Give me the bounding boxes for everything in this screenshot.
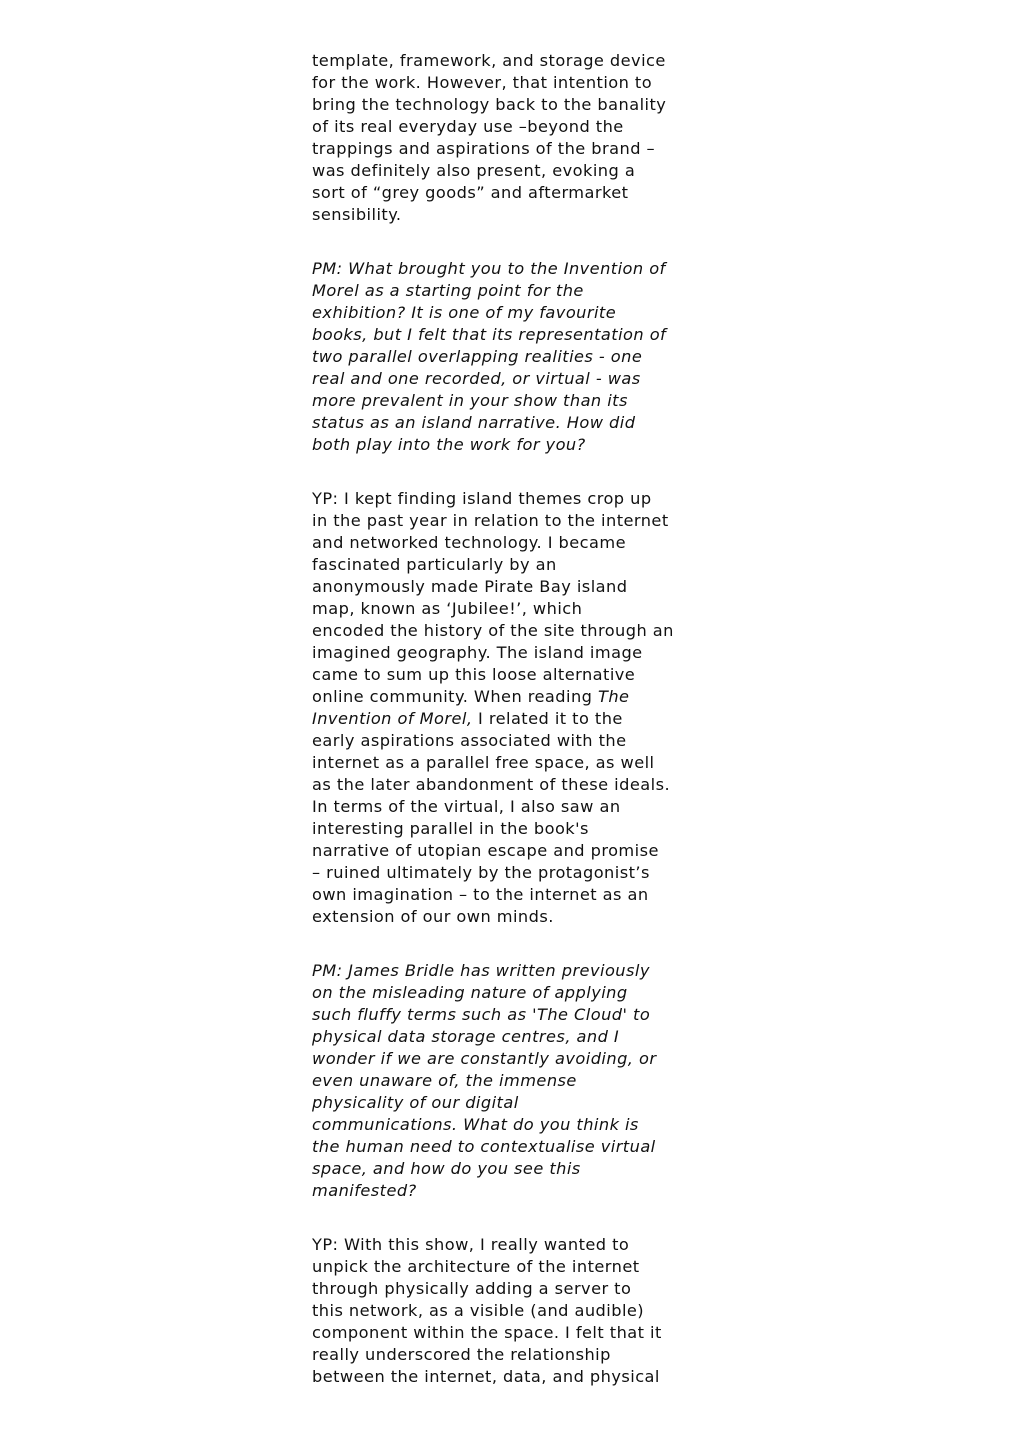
text-line: real and one recorded, or virtual - was: [312, 369, 641, 388]
text-line: communications. What do you think is: [312, 1115, 639, 1134]
text-line: for the work. However, that intention to: [312, 73, 653, 92]
text-line: early aspirations associated with the: [312, 731, 627, 750]
text-line: of its real everyday use –beyond the: [312, 117, 624, 136]
text-line: bring the technology back to the banality: [312, 95, 667, 114]
text-line: was definitely also present, evoking a: [312, 161, 636, 180]
text-line: as the later abandonment of these ideals.: [312, 775, 671, 794]
text-line: such fluffy terms such as 'The Cloud' to: [312, 1005, 651, 1024]
text-line: on the misleading nature of applying: [312, 983, 628, 1002]
text-line: exhibition? It is one of my favourite: [312, 303, 617, 322]
text-line: YP: With this show, I really wanted to: [312, 1235, 630, 1254]
text-line: fascinated particularly by an: [312, 555, 557, 574]
text-line: In terms of the virtual, I also saw an: [312, 797, 621, 816]
text-line: both play into the work for you?: [312, 435, 586, 454]
text-fragment: online community. When reading: [312, 687, 598, 706]
question-paragraph: [312, 258, 712, 456]
text-line: Morel as a starting point for the: [312, 281, 584, 300]
text-line: interesting parallel in the book's: [312, 819, 589, 838]
text-line: and networked technology. I became: [312, 533, 627, 552]
text-line: [312, 708, 712, 730]
text-line: unpick the architecture of the internet: [312, 1257, 640, 1276]
text-line: template, framework, and storage device: [312, 51, 666, 70]
text-line: space, and how do you see this: [312, 1159, 581, 1178]
book-title-fragment: The: [598, 687, 630, 706]
text-line: PM: What brought you to the Invention of: [312, 259, 666, 278]
text-line: came to sum up this loose alternative: [312, 665, 636, 684]
text-line: status as an island narrative. How did: [312, 413, 636, 432]
text-line: anonymously made Pirate Bay island: [312, 577, 628, 596]
text-line: – ruined ultimately by the protagonist’s: [312, 863, 650, 882]
text-line: narrative of utopian escape and promise: [312, 841, 659, 860]
book-title-fragment: Invention of Morel,: [312, 709, 473, 728]
answer-paragraph: [312, 1234, 712, 1388]
text-line: this network, as a visible (and audible): [312, 1301, 645, 1320]
text-fragment: I related it to the: [472, 709, 623, 728]
text-line: really underscored the relationship: [312, 1345, 611, 1364]
text-line: between the internet, data, and physical: [312, 1367, 660, 1386]
text-line: in the past year in relation to the internet: [312, 511, 669, 530]
text-line: books, but I felt that its representation of: [312, 325, 667, 344]
text-line: map, known as ‘Jubilee!’, which: [312, 599, 583, 618]
question-paragraph: [312, 960, 712, 1202]
answer-paragraph: [312, 50, 712, 226]
text-line: through physically adding a server to: [312, 1279, 632, 1298]
text-line: [312, 686, 712, 708]
text-line: the human need to contextualise virtual: [312, 1137, 656, 1156]
text-line: even unaware of, the immense: [312, 1071, 577, 1090]
text-line: sensibility.: [312, 205, 402, 224]
text-line: more prevalent in your show than its: [312, 391, 628, 410]
text-line: component within the space. I felt that it: [312, 1323, 662, 1342]
answer-paragraph: [312, 488, 712, 928]
text-line: internet as a parallel free space, as well: [312, 753, 655, 772]
text-line: physicality of our digital: [312, 1093, 519, 1112]
text-line: manifested?: [312, 1181, 417, 1200]
text-line: physical data storage centres, and I: [312, 1027, 620, 1046]
text-line: wonder if we are constantly avoiding, or: [312, 1049, 657, 1068]
text-line: PM: James Bridle has written previously: [312, 961, 650, 980]
text-line: encoded the history of the site through an: [312, 621, 674, 640]
text-line: extension of our own minds.: [312, 907, 554, 926]
text-line: sort of “grey goods” and aftermarket: [312, 183, 629, 202]
text-line: trappings and aspirations of the brand –: [312, 139, 656, 158]
text-line: two parallel overlapping realities - one: [312, 347, 643, 366]
text-line: YP: I kept finding island themes crop up: [312, 489, 652, 508]
text-line: own imagination – to the internet as an: [312, 885, 649, 904]
interview-text-column: [312, 50, 712, 1420]
text-line: imagined geography. The island image: [312, 643, 643, 662]
